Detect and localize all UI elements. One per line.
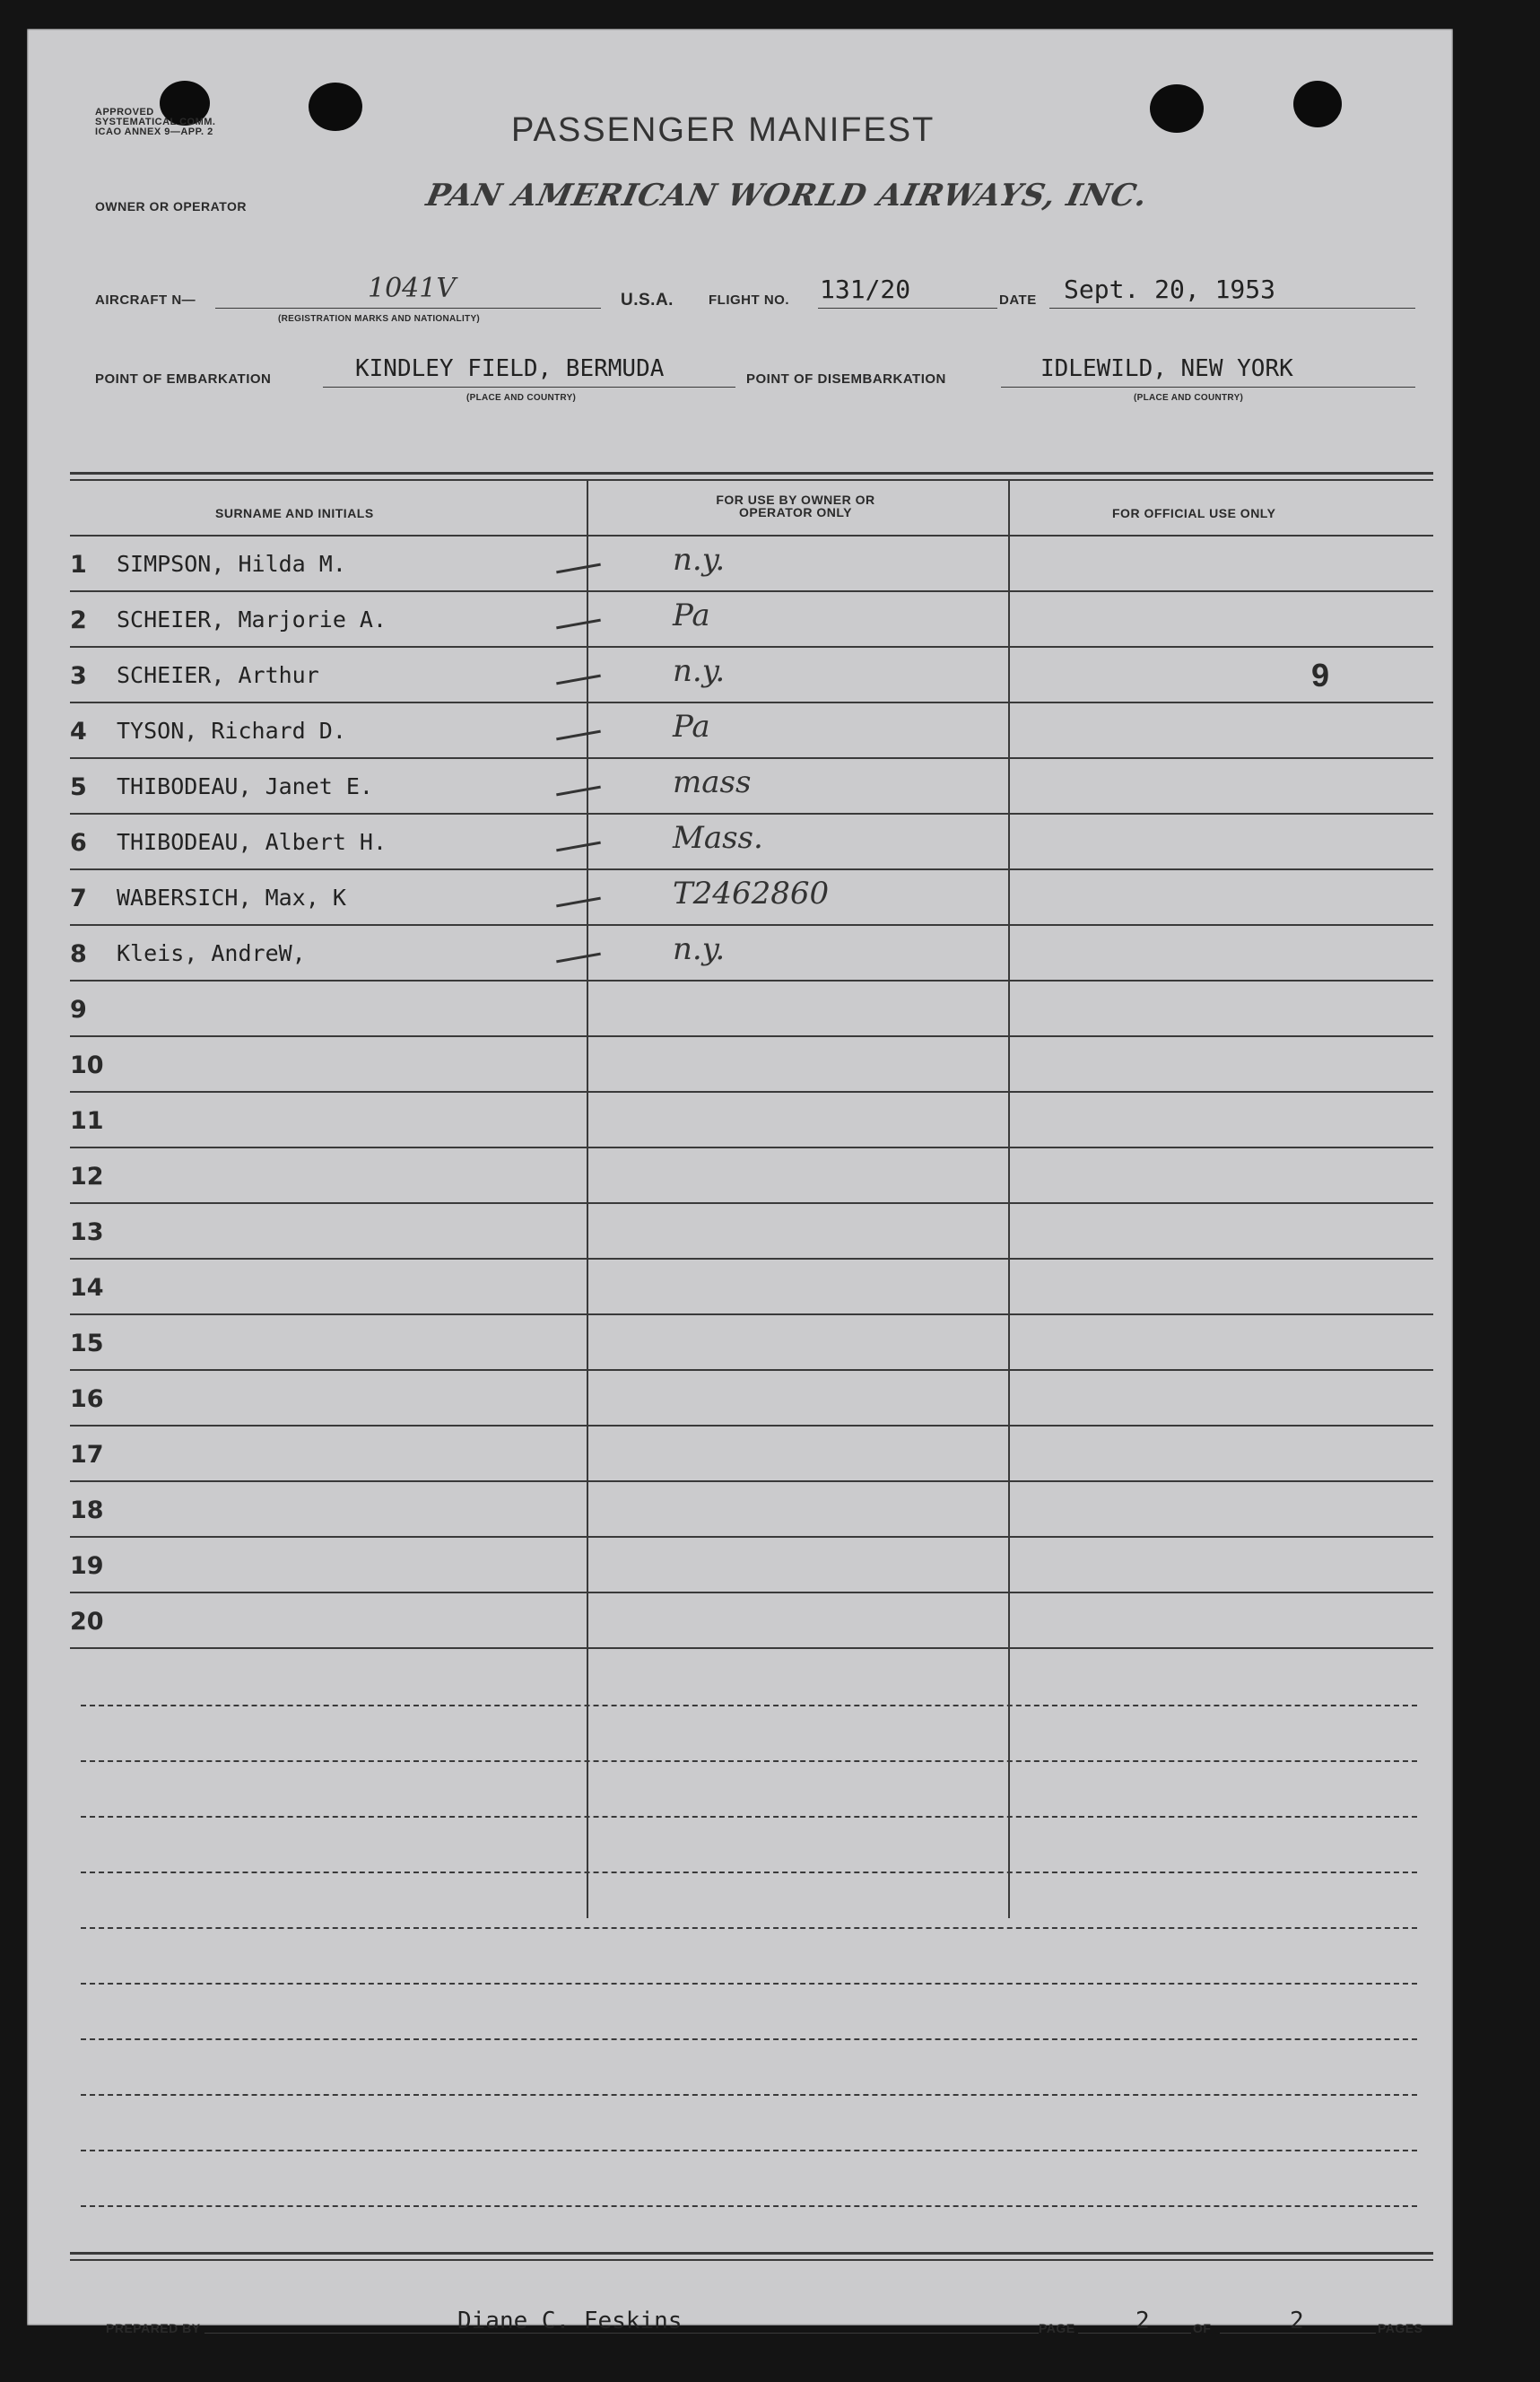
row-number: 14 [70,1274,104,1302]
check-mark [556,786,601,797]
disembark-value: IDLEWILD, NEW YORK [1040,355,1293,382]
owner-note: n.y. [673,931,726,967]
owner-label: OWNER OR OPERATOR [95,199,247,214]
row-number: 17 [70,1441,104,1469]
embark-label: POINT OF EMBARKATION [95,371,272,387]
blank-rule [81,1705,1417,1706]
blank-rule [81,1872,1417,1873]
row-number: 3 [70,662,87,690]
row-number: 18 [70,1496,104,1524]
embark-sub: (PLACE AND COUNTRY) [466,393,577,403]
check-mark [556,953,601,964]
check-mark [556,563,601,574]
col-owner: FOR USE BY OWNER OR OPERATOR ONLY [716,493,875,519]
check-mark [556,897,601,908]
row-number: 7 [70,885,87,912]
passenger-name: SIMPSON, Hilda M. [117,551,346,577]
page-label: PAGE [1039,2321,1075,2335]
aircraft-label: AIRCRAFT N— [95,292,196,308]
blank-rule [81,2150,1417,2151]
row-number: 5 [70,773,87,801]
approval-line: APPROVED [95,107,154,118]
of-label: OF [1193,2321,1212,2335]
date-value: Sept. 20, 1953 [1064,275,1276,304]
disembark-sub: (PLACE AND COUNTRY) [1134,393,1244,403]
row-number: 6 [70,829,87,857]
row-number: 2 [70,606,87,634]
row-number: 4 [70,718,87,746]
blank-rule [81,1816,1417,1818]
owner-note: T2462860 [673,876,830,912]
approval-line: SYSTEMATICAL COMM. [95,117,216,127]
blank-rule [81,1760,1417,1762]
passenger-name: SCHEIER, Marjorie A. [117,606,387,633]
owner-note: n.y. [673,653,726,689]
punch-hole [1293,81,1342,127]
blank-rule [81,2094,1417,2096]
punch-hole [1150,84,1204,133]
row-number: 15 [70,1330,104,1357]
of-value: 2 [1290,2308,1304,2334]
page-value: 2 [1135,2308,1150,2334]
row-number: 9 [70,996,87,1024]
row-number: 10 [70,1051,104,1079]
row-number: 13 [70,1218,104,1246]
check-mark [556,842,601,852]
passenger-name: THIBODEAU, Albert H. [117,829,387,855]
date-label: DATE [999,292,1037,308]
prepared-label: PREPARED BY [106,2321,201,2335]
prepared-value: Diane C. Feskins [457,2308,683,2334]
page-title: PASSENGER MANIFEST [511,111,935,149]
col-official: FOR OFFICIAL USE ONLY [1112,506,1276,520]
owner-note: Mass. [673,820,763,856]
row-number: 19 [70,1552,104,1580]
aircraft-sub: (REGISTRATION MARKS AND NATIONALITY) [278,314,481,324]
flight-label: FLIGHT NO. [709,292,789,308]
blank-rule [81,1927,1417,1929]
approval-line: ICAO ANNEX 9—APP. 2 [95,127,213,137]
passenger-name: THIBODEAU, Janet E. [117,773,373,799]
operator-name: PAN AMERICAN WORLD AIRWAYS, INC. [422,178,1152,214]
flight-value: 131/20 [820,275,911,304]
row-number: 16 [70,1385,104,1413]
owner-note: Pa [673,709,710,745]
blank-rule [81,2038,1417,2040]
passenger-name: Kleis, AndreW, [117,940,306,966]
row-number: 12 [70,1163,104,1191]
aircraft-value: 1041V [368,273,457,304]
blank-rule [81,1983,1417,1985]
check-mark [556,730,601,741]
row-number: 1 [70,551,87,579]
pages-label: PAGES [1378,2321,1423,2335]
passenger-name: SCHEIER, Arthur [117,662,319,688]
official-value: 9 [1311,657,1330,694]
punch-hole [309,83,362,131]
blank-rule [81,2205,1417,2207]
passenger-name: TYSON, Richard D. [117,718,346,744]
col-surname: SURNAME AND INITIALS [215,506,374,520]
check-mark [556,675,601,685]
manifest-sheet [27,29,1453,2335]
row-number: 8 [70,940,87,968]
row-number: 20 [70,1608,104,1636]
owner-note: Pa [673,598,710,633]
check-mark [556,619,601,630]
owner-note: mass [673,764,752,800]
row-number: 11 [70,1107,104,1135]
usa-label: U.S.A. [621,291,674,310]
disembark-label: POINT OF DISEMBARKATION [746,371,946,387]
owner-note: n.y. [673,542,726,578]
embark-value: KINDLEY FIELD, BERMUDA [355,355,665,382]
passenger-name: WABERSICH, Max, K [117,885,346,911]
